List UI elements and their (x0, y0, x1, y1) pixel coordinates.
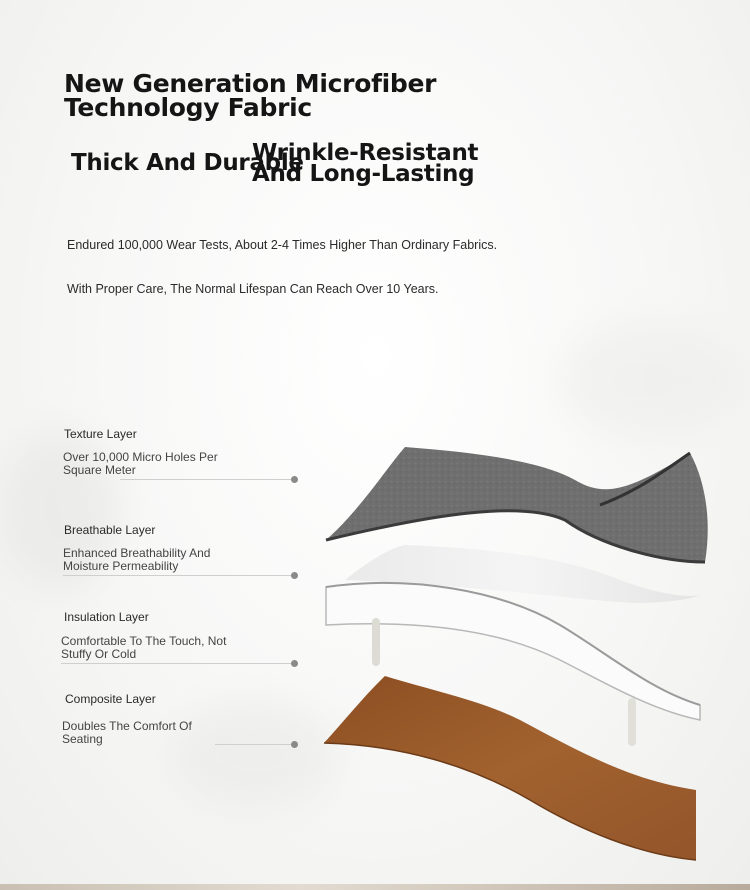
composite-layer-description: Doubles The Comfort Of Seating (62, 719, 192, 746)
breathable-layer-label: Breathable Layer (64, 523, 156, 537)
page-title: New Generation Microfiber Technology Fabric (64, 69, 437, 122)
texture-layer-shape (326, 447, 708, 562)
composite-layer-shape (324, 676, 696, 860)
wear-test-note: Endured 100,000 Wear Tests, About 2-4 Times Higher Than Ordinary Fabrics. (67, 238, 498, 252)
feature-heading-wrinkle-resistant: Wrinkle-Resistant And Long-Lasting (252, 140, 479, 187)
lifespan-note: With Proper Care, The Normal Lifespan Can Reach Over 10 Years. (67, 282, 439, 296)
feature-heading-durable: Thick And Durable (71, 150, 304, 176)
texture-layer-description: Over 10,000 Micro Holes Per Square Meter (63, 450, 218, 477)
insulation-layer-fold (372, 618, 380, 666)
breathable-layer-description: Enhanced Breathability And Moisture Permeability (63, 546, 211, 573)
texture-layer-label: Texture Layer (64, 427, 137, 441)
insulation-layer-fold (628, 698, 636, 746)
insulation-layer-description: Comfortable To The Touch, Not Stuffy Or Cold (61, 634, 227, 661)
composite-layer-label: Composite Layer (65, 692, 156, 706)
floor-strip (0, 884, 750, 890)
insulation-layer-label: Insulation Layer (64, 610, 149, 624)
